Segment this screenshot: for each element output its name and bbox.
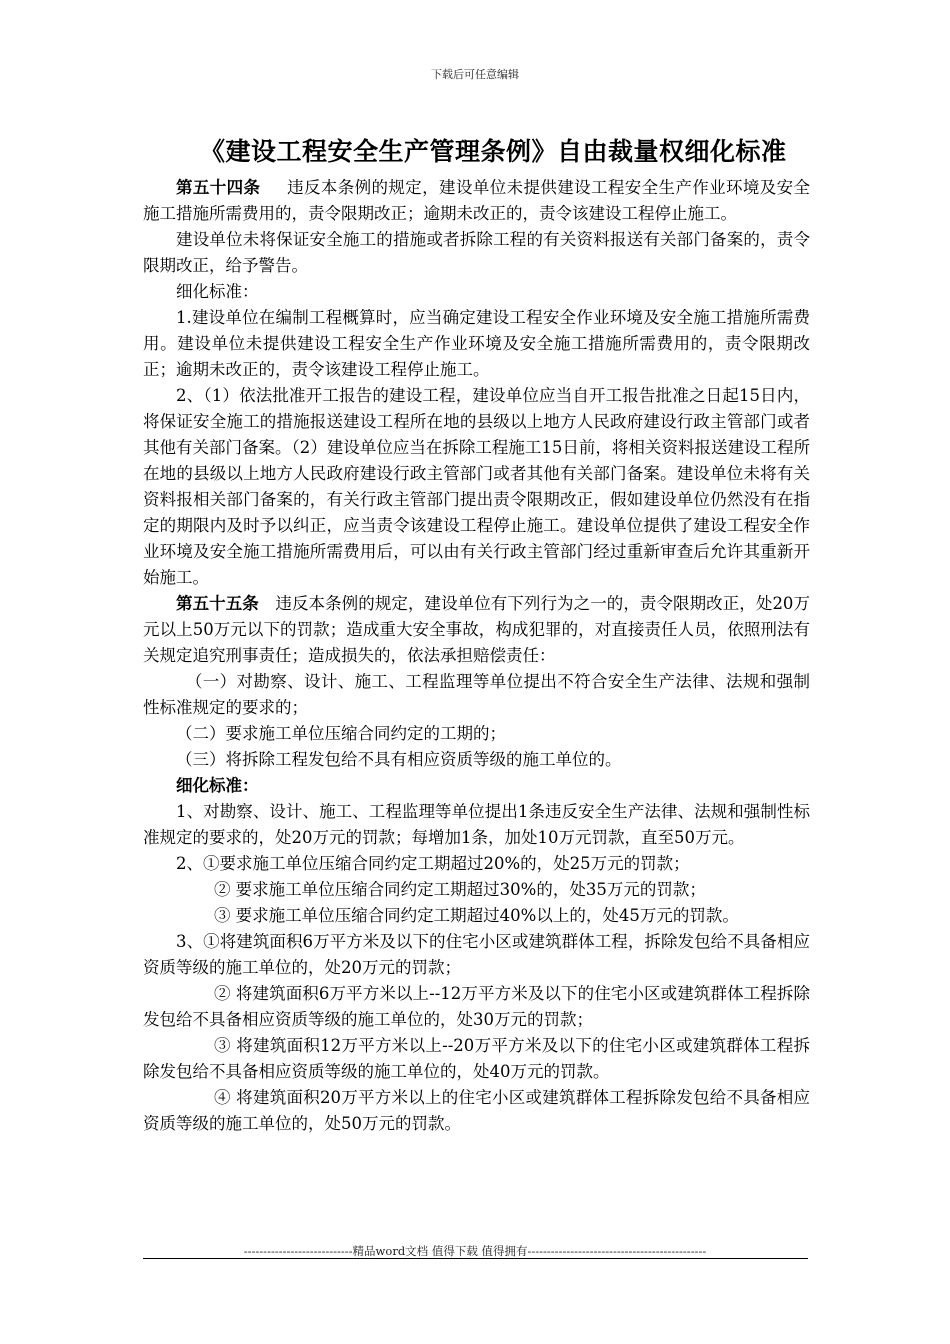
article-55-item-3c: ③ 将建筑面积12万平方米以上--20万平方米及以下的住宅小区或建筑群体工程拆除发包给不具备相应资质等级的施工单位的，处40万元的罚款。 xyxy=(143,1036,810,1081)
article-55-item-1: 1、对勘察、设计、施工、工程监理等单位提出1条违反安全生产法律、法规和强制性标准规定的要求的，处20万元的罚款；每增加1条，加处10万元罚款，直至50万元。 xyxy=(143,802,810,847)
article-55-item-2b: ② 要求施工单位压缩合同约定工期超过30%的，处35万元的罚款； xyxy=(213,880,706,899)
article-55-item-2a: 2、①要求施工单位压缩合同约定工期超过20%的，处25万元的罚款； xyxy=(176,854,690,873)
article-54-text-2: 建设单位未将保证安全施工的措施或者拆除工程的有关资料报送有关部门备案的，责令限期改正，给予警告。 xyxy=(143,230,810,275)
article-55-paragraph xyxy=(143,591,810,669)
article-55-clause-2: （二）要求施工单位压缩合同约定的工期的； xyxy=(176,724,506,743)
header-note: 下载后可任意编辑 xyxy=(431,68,519,81)
article-55-item-2c: ③ 要求施工单位压缩合同约定工期超过40%以上的，处45万元的罚款。 xyxy=(213,906,739,925)
document-title: 《建设工程安全生产管理条例》自由裁量权细化标准 xyxy=(200,137,787,166)
footer-divider xyxy=(143,1258,808,1259)
article-54-item-2: 2、（1）依法批准开工报告的建设工程，建设单位应当自开工报告批准之日起15日内，将保证安全施工的措施报送建设工程所在地的县级以上地方人民政府建设行政主管部门或者其他有关部门备案。（2）建设单位应当在拆除工程施工15日前，将相关资料报送建设工程所在地的县级以上地方人民政府建设行政主管部门或者其他有关部门备案。建设单位未将有关资料报相关部门备案的，有关行政主管部门提出责令限期改正，假如建设单位仍然没有在指定的期限内及时予以纠正，应当责令该建设工程停止施工。建设单位提供了建设工程安全作业环境及安全施工措施所需费用后，可以由有关行政主管部门经过重新审查后允许其重新开始施工。 xyxy=(143,386,810,587)
article-54-heading: 第五十四条 xyxy=(176,178,261,197)
article-54-paragraph xyxy=(143,175,810,227)
footer-note: ----------------------------精品word文档 值得下载 值得拥有---------------------------------------------- xyxy=(243,1244,707,1258)
article-55-clause-3: （三）将拆除工程发包给不具有相应资质等级的施工单位的。 xyxy=(176,750,622,769)
article-55-clause-1: （一）对勘察、设计、施工、工程监理等单位提出不符合安全生产法律、法规和强制性标准规定的要求的； xyxy=(143,672,810,717)
article-54-text: 违反本条例的规定，建设单位未提供建设工程安全生产作业环境及安全施工措施所需费用的，责令限期改正；逾期未改正的，责令该建设工程停止施工。 xyxy=(143,178,811,223)
article-55-item-3b: ② 将建筑面积6万平方米以上--12万平方米及以下的住宅小区或建筑群体工程拆除发包给不具备相应资质等级的施工单位的，处30万元的罚款； xyxy=(143,984,810,1029)
document-body xyxy=(143,175,810,1137)
article-55-text: 违反本条例的规定，建设单位有下列行为之一的，责令限期改正，处20万元以上50万元以下的罚款；造成重大安全事故，构成犯罪的，对直接责任人员，依照刑法有关规定追究刑事责任；造成损失的，依法承担赔偿责任： xyxy=(143,594,811,665)
article-54-detail-label: 细化标准： xyxy=(176,282,259,301)
article-55-heading: 第五十五条 xyxy=(176,594,259,613)
article-55-item-3d: ④ 将建筑面积20万平方米以上的住宅小区或建筑群体工程拆除发包给不具备相应资质等级的施工单位的，处50万元的罚款。 xyxy=(143,1088,810,1133)
article-55-item-3a: 3、①将建筑面积6万平方米及以下的住宅小区或建筑群体工程，拆除发包给不具备相应资质等级的施工单位的，处20万元的罚款； xyxy=(143,932,810,977)
article-55-detail-label: 细化标准： xyxy=(176,776,259,795)
article-54-item-1: 1.建设单位在编制工程概算时，应当确定建设工程安全作业环境及安全施工措施所需费用。建设单位未提供建设工程安全生产作业环境及安全施工措施所需费用的，责令限期改正；逾期未改正的，责令该建设工程停止施工。 xyxy=(143,308,810,379)
